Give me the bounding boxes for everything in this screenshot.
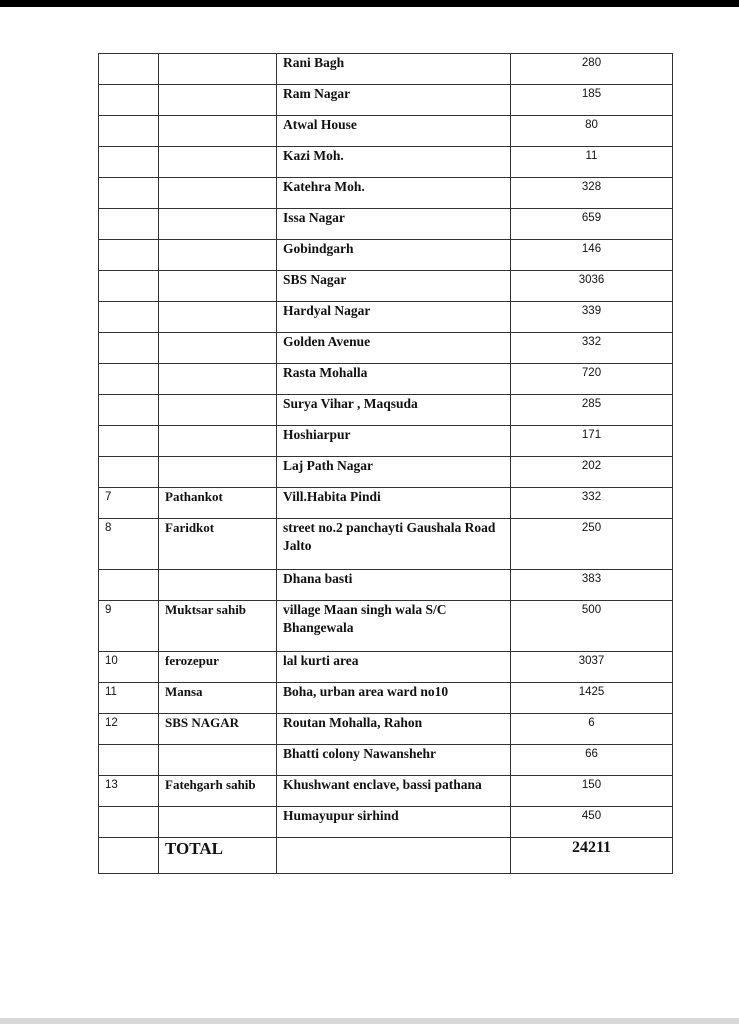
count-cell-text: 146 xyxy=(581,243,602,255)
count-cell-text: 383 xyxy=(581,573,602,585)
table-row xyxy=(99,601,673,652)
count-cell xyxy=(511,116,673,147)
district-cell-text xyxy=(159,807,276,808)
table-row xyxy=(99,209,673,240)
count-cell-text: 659 xyxy=(581,212,602,224)
serial-number-cell-text xyxy=(99,85,158,88)
district-cell-text xyxy=(159,333,276,334)
district-cell xyxy=(159,240,277,271)
table-row xyxy=(99,683,673,714)
serial-number-cell xyxy=(99,333,159,364)
area-cell-text: Gobindgarh xyxy=(283,241,354,256)
district-cell-text: Fatehgarh sahib xyxy=(165,777,256,792)
district-cell-text: ferozepur xyxy=(165,653,219,668)
district-cell xyxy=(159,601,277,652)
district-cell xyxy=(159,271,277,302)
total-label-cell-text: TOTAL xyxy=(165,839,223,858)
area-cell xyxy=(277,807,511,838)
serial-number-cell xyxy=(99,519,159,570)
serial-number-cell xyxy=(99,570,159,601)
district-cell-text: Faridkot xyxy=(165,520,215,535)
total-label-cell xyxy=(159,838,277,874)
count-cell xyxy=(511,85,673,116)
table-row xyxy=(99,426,673,457)
table-row xyxy=(99,271,673,302)
area-cell xyxy=(277,395,511,426)
empty-cell xyxy=(99,838,159,874)
table-row xyxy=(99,54,673,85)
district-cell-text: Pathankot xyxy=(165,489,223,504)
serial-number-cell xyxy=(99,364,159,395)
district-cell-text xyxy=(159,426,276,427)
count-cell xyxy=(511,745,673,776)
district-cell xyxy=(159,395,277,426)
area-cell xyxy=(277,745,511,776)
serial-number-cell xyxy=(99,426,159,457)
serial-number-cell-text xyxy=(99,178,158,181)
district-cell xyxy=(159,807,277,838)
area-cell xyxy=(277,570,511,601)
count-cell-text: 1425 xyxy=(578,686,605,698)
serial-number-cell-text: 9 xyxy=(105,604,112,616)
count-cell-text: 332 xyxy=(581,491,602,503)
page-bottom-edge xyxy=(0,1018,739,1024)
serial-number-cell xyxy=(99,488,159,519)
area-cell-text: Issa Nagar xyxy=(283,210,345,225)
serial-number-cell xyxy=(99,601,159,652)
district-cell-text xyxy=(159,570,276,571)
table-row xyxy=(99,395,673,426)
count-cell-text: 6 xyxy=(588,717,595,729)
serial-number-cell-text: 7 xyxy=(105,491,112,503)
table-row xyxy=(99,240,673,271)
area-cell xyxy=(277,364,511,395)
district-cell-text xyxy=(159,116,276,117)
serial-number-cell-text xyxy=(99,426,158,429)
serial-number-cell-text xyxy=(99,209,158,212)
area-cell xyxy=(277,426,511,457)
serial-number-cell-text xyxy=(99,271,158,274)
count-cell-text: 66 xyxy=(585,748,598,760)
total-value-cell-text: 24211 xyxy=(571,839,612,856)
count-cell xyxy=(511,519,673,570)
count-cell-text: 150 xyxy=(581,779,602,791)
count-cell xyxy=(511,271,673,302)
area-cell xyxy=(277,333,511,364)
count-cell xyxy=(511,457,673,488)
serial-number-cell-text: 8 xyxy=(105,522,112,534)
district-cell xyxy=(159,745,277,776)
count-cell xyxy=(511,395,673,426)
serial-number-cell xyxy=(99,652,159,683)
count-cell xyxy=(511,652,673,683)
serial-number-cell xyxy=(99,178,159,209)
area-cell-text: Atwal House xyxy=(283,117,357,132)
table-row xyxy=(99,519,673,570)
count-cell-text: 11 xyxy=(585,150,598,162)
empty-cell xyxy=(277,838,511,874)
area-cell-text: Katehra Moh. xyxy=(283,179,365,194)
area-cell-text: street no.2 panchayti Gaushala Road Jalto xyxy=(283,520,496,553)
district-cell-text xyxy=(159,240,276,241)
district-cell xyxy=(159,488,277,519)
district-cell xyxy=(159,683,277,714)
count-cell-text: 339 xyxy=(581,305,602,317)
area-cell-text: village Maan singh wala S/C Bhangewala xyxy=(283,602,447,635)
area-cell xyxy=(277,488,511,519)
serial-number-cell xyxy=(99,302,159,333)
district-cell xyxy=(159,178,277,209)
count-cell xyxy=(511,601,673,652)
district-cell xyxy=(159,714,277,745)
area-cell xyxy=(277,116,511,147)
total-row xyxy=(99,838,673,874)
count-cell-text: 185 xyxy=(581,88,602,100)
district-cell-text: Mansa xyxy=(165,684,203,699)
district-cell-text xyxy=(159,147,276,148)
district-cell xyxy=(159,147,277,178)
area-cell xyxy=(277,302,511,333)
count-cell-text: 202 xyxy=(581,460,602,472)
table-row xyxy=(99,147,673,178)
district-cell-text xyxy=(159,395,276,396)
count-cell xyxy=(511,570,673,601)
top-border xyxy=(0,0,739,7)
area-cell xyxy=(277,85,511,116)
area-cell-text: Kazi Moh. xyxy=(283,148,344,163)
count-cell-text: 500 xyxy=(581,604,602,616)
district-cell xyxy=(159,302,277,333)
count-cell xyxy=(511,426,673,457)
area-cell xyxy=(277,714,511,745)
count-cell xyxy=(511,147,673,178)
table-row xyxy=(99,302,673,333)
total-value-cell xyxy=(511,838,673,874)
district-cell xyxy=(159,457,277,488)
area-cell-text: Bhatti colony Nawanshehr xyxy=(283,746,437,761)
serial-number-cell xyxy=(99,807,159,838)
count-cell xyxy=(511,302,673,333)
count-cell-text: 250 xyxy=(581,522,602,534)
table-row xyxy=(99,807,673,838)
district-cell xyxy=(159,519,277,570)
count-cell-text: 285 xyxy=(581,398,602,410)
table-row xyxy=(99,570,673,601)
table-row xyxy=(99,652,673,683)
count-cell xyxy=(511,807,673,838)
count-cell-text: 332 xyxy=(581,336,602,348)
serial-number-cell xyxy=(99,209,159,240)
serial-number-cell xyxy=(99,776,159,807)
district-cell-text xyxy=(159,457,276,458)
area-cell xyxy=(277,178,511,209)
serial-number-cell-text xyxy=(99,54,158,57)
district-cell-text xyxy=(159,178,276,179)
district-cell-text xyxy=(159,302,276,303)
area-cell-text: Golden Avenue xyxy=(283,334,371,349)
serial-number-cell-text xyxy=(99,364,158,367)
count-cell xyxy=(511,364,673,395)
count-cell-text: 171 xyxy=(581,429,602,441)
table-row xyxy=(99,714,673,745)
district-cell-text xyxy=(159,85,276,86)
serial-number-cell xyxy=(99,116,159,147)
area-cell xyxy=(277,652,511,683)
serial-number-cell xyxy=(99,745,159,776)
serial-number-cell xyxy=(99,85,159,116)
table-row xyxy=(99,488,673,519)
area-cell xyxy=(277,601,511,652)
serial-number-cell xyxy=(99,457,159,488)
district-cell xyxy=(159,426,277,457)
count-cell-text: 720 xyxy=(581,367,602,379)
table-row xyxy=(99,116,673,147)
district-cell-text xyxy=(159,745,276,746)
serial-number-cell xyxy=(99,714,159,745)
count-cell xyxy=(511,209,673,240)
area-cell-text: SBS Nagar xyxy=(283,272,347,287)
count-cell-text: 3036 xyxy=(578,274,605,286)
area-cell xyxy=(277,683,511,714)
serial-number-cell-text xyxy=(99,333,158,336)
district-area-table xyxy=(98,53,673,874)
serial-number-cell xyxy=(99,54,159,85)
count-cell-text: 80 xyxy=(585,119,598,131)
district-cell-text xyxy=(159,54,276,55)
area-cell xyxy=(277,54,511,85)
count-cell-text: 328 xyxy=(581,181,602,193)
serial-number-cell xyxy=(99,271,159,302)
serial-number-cell-text: 10 xyxy=(105,655,118,667)
district-cell-text xyxy=(159,209,276,210)
district-cell-text xyxy=(159,364,276,365)
area-cell-text: Humayupur sirhind xyxy=(283,808,399,823)
count-cell xyxy=(511,683,673,714)
area-cell-text: Khushwant enclave, bassi pathana xyxy=(283,777,482,792)
serial-number-cell-text xyxy=(99,147,158,150)
area-cell xyxy=(277,519,511,570)
area-cell-text: Dhana basti xyxy=(283,571,353,586)
area-cell-text: Hardyal Nagar xyxy=(283,303,371,318)
area-cell-text: Vill.Habita Pindi xyxy=(283,489,381,504)
count-cell xyxy=(511,488,673,519)
serial-number-cell-text xyxy=(99,395,158,398)
table-row xyxy=(99,364,673,395)
table-row xyxy=(99,745,673,776)
serial-number-cell-text: 12 xyxy=(105,717,118,729)
district-cell-text: SBS NAGAR xyxy=(165,715,240,730)
area-cell-text: Routan Mohalla, Rahon xyxy=(283,715,423,730)
area-cell-text: Rasta Mohalla xyxy=(283,365,368,380)
serial-number-cell-text xyxy=(99,240,158,243)
area-cell-text: Ram Nagar xyxy=(283,86,351,101)
serial-number-cell-text xyxy=(99,302,158,305)
district-cell xyxy=(159,652,277,683)
serial-number-cell xyxy=(99,395,159,426)
area-cell xyxy=(277,240,511,271)
area-cell-text: lal kurti area xyxy=(283,653,359,668)
table-row xyxy=(99,776,673,807)
count-cell xyxy=(511,714,673,745)
area-cell xyxy=(277,147,511,178)
district-cell xyxy=(159,570,277,601)
serial-number-cell-text: 11 xyxy=(105,686,117,698)
table-row xyxy=(99,178,673,209)
serial-number-cell-text: 13 xyxy=(105,779,118,791)
table-row xyxy=(99,457,673,488)
serial-number-cell xyxy=(99,240,159,271)
table-row xyxy=(99,85,673,116)
area-cell-text: Boha, urban area ward no10 xyxy=(283,684,449,699)
area-cell xyxy=(277,457,511,488)
district-cell xyxy=(159,85,277,116)
count-cell xyxy=(511,178,673,209)
district-cell xyxy=(159,333,277,364)
serial-number-cell xyxy=(99,147,159,178)
count-cell-text: 3037 xyxy=(578,655,605,667)
district-cell xyxy=(159,209,277,240)
district-cell-text xyxy=(159,271,276,272)
district-cell xyxy=(159,776,277,807)
serial-number-cell-text xyxy=(99,570,158,573)
count-cell-text: 280 xyxy=(581,57,602,69)
count-cell xyxy=(511,333,673,364)
count-cell-text: 450 xyxy=(581,810,602,822)
district-cell xyxy=(159,116,277,147)
area-cell-text: Surya Vihar , Maqsuda xyxy=(283,396,418,411)
table-row xyxy=(99,333,673,364)
district-cell-text: Muktsar sahib xyxy=(165,602,247,617)
serial-number-cell-text xyxy=(99,745,158,748)
serial-number-cell-text xyxy=(99,116,158,119)
count-cell xyxy=(511,54,673,85)
district-cell xyxy=(159,54,277,85)
area-cell-text: Rani Bagh xyxy=(283,55,345,70)
serial-number-cell-text xyxy=(99,807,158,810)
serial-number-cell xyxy=(99,683,159,714)
area-cell xyxy=(277,776,511,807)
area-cell-text: Hoshiarpur xyxy=(283,427,351,442)
area-cell xyxy=(277,209,511,240)
area-cell-text: Laj Path Nagar xyxy=(283,458,373,473)
district-cell xyxy=(159,364,277,395)
count-cell xyxy=(511,776,673,807)
area-cell xyxy=(277,271,511,302)
count-cell xyxy=(511,240,673,271)
serial-number-cell-text xyxy=(99,457,158,460)
